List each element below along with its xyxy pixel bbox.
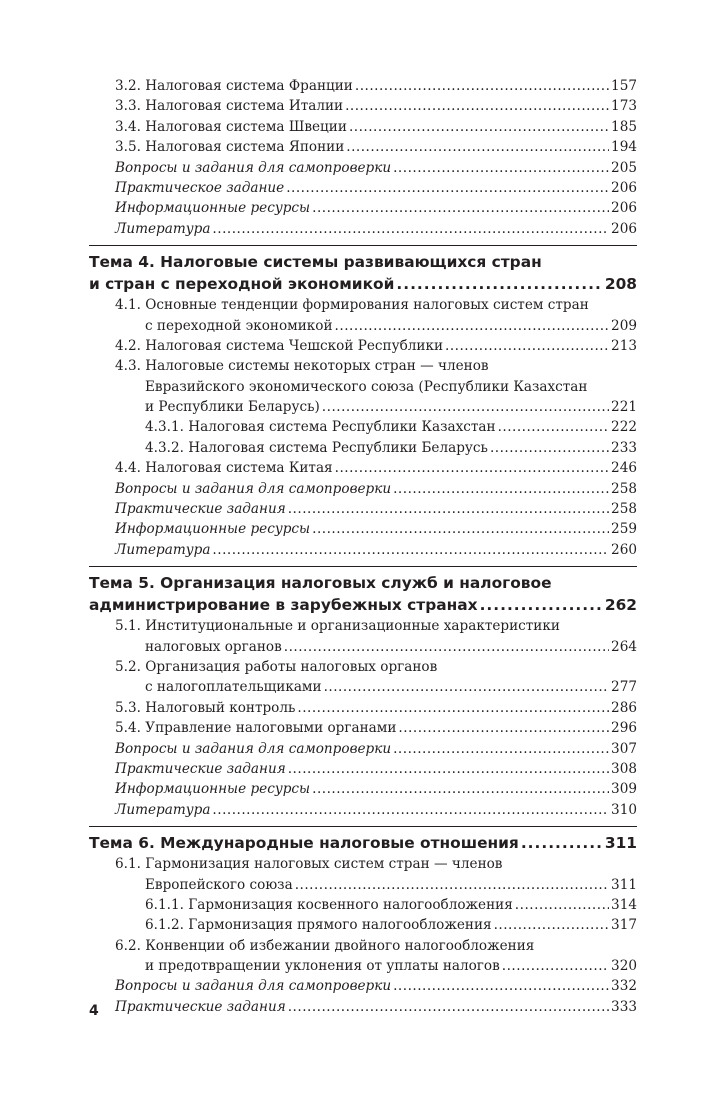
toc-entry-title: 3.2. Налоговая система Франции (115, 78, 353, 94)
toc-entry (89, 976, 637, 996)
toc-entry (89, 438, 637, 458)
toc-page-number: 317 (611, 917, 637, 934)
toc-page-number: 307 (611, 740, 637, 757)
toc-page-number: 308 (611, 760, 637, 777)
toc-page-number: 206 (611, 179, 637, 196)
toc-entry-title: 5.3. Налоговый контроль (115, 699, 296, 716)
toc-page-number: 208 (604, 275, 637, 294)
toc-entry (89, 936, 637, 977)
toc-entry-title: 5.2. Организация работы налоговых органов (115, 658, 438, 675)
toc-page-number: 206 (611, 220, 637, 237)
toc-entry-title: 4.4. Налоговая система Китая (115, 460, 333, 477)
dot-leader (393, 739, 609, 759)
toc-entry (89, 219, 637, 239)
toc-entry-title: 6.1.1. Гармонизация косвенного налогообложения (145, 896, 513, 913)
toc-entry-title: Вопросы и задания для самопроверки (115, 740, 392, 757)
toc-entry (89, 895, 637, 915)
dot-leader (324, 677, 609, 697)
toc-entry (89, 997, 637, 1017)
toc-page-number: 246 (611, 460, 637, 477)
toc-entry-title: Тема 5. Организация налоговых служб и налоговое (89, 574, 552, 593)
dot-leader (312, 519, 609, 539)
toc-page-number: 320 (611, 958, 637, 975)
toc-entry-title: и Республики Беларусь) (145, 399, 320, 416)
toc-page-number: 262 (604, 596, 637, 615)
toc-entry (89, 158, 637, 178)
dot-leader (445, 336, 609, 356)
toc-entry-title: Литература (115, 220, 211, 237)
toc-entry (89, 76, 637, 96)
dot-leader (515, 895, 609, 915)
toc-entry-title: 3.3. Налоговая система Италии (115, 98, 344, 115)
dot-leader (521, 832, 603, 854)
toc-entry-title: налоговых органов (145, 638, 282, 655)
dot-leader (322, 397, 609, 417)
toc-entry (89, 336, 637, 356)
toc-entry (89, 779, 637, 799)
toc-entry (89, 739, 637, 759)
toc-entry (89, 117, 637, 137)
toc-entry-title: Информационные ресурсы (115, 200, 311, 217)
dot-leader (480, 594, 603, 616)
toc-entry-title: Информационные ресурсы (115, 781, 311, 798)
toc-page-number: 311 (611, 876, 637, 893)
toc-topic (89, 572, 637, 616)
dot-leader (288, 759, 609, 779)
dot-leader (349, 117, 609, 137)
dot-leader (212, 540, 609, 560)
toc-page-number: 310 (611, 801, 637, 818)
dot-leader (393, 976, 609, 996)
toc-page-number: 205 (611, 159, 637, 176)
dot-leader (396, 273, 602, 295)
toc-page-number: 332 (611, 978, 637, 995)
toc-page-number: 157 (611, 78, 637, 94)
toc-entry (89, 198, 637, 218)
toc-page-number: 296 (611, 720, 637, 737)
toc-entry-title: Литература (115, 541, 211, 558)
toc-entry-title: 6.1.2. Гармонизация прямого налогообложения (145, 917, 492, 934)
dot-leader (212, 800, 609, 820)
dot-leader (284, 637, 609, 657)
toc-entry-title: 4.3.1. Налоговая система Республики Казахстан (145, 419, 496, 436)
toc-page-number: 206 (611, 200, 637, 217)
toc-entry-title: Практические задания (115, 501, 286, 518)
topic-divider (89, 566, 637, 567)
toc-entry (89, 616, 637, 657)
toc-entry-title: 4.1. Основные тенденции формирования налоговых систем стран (115, 297, 589, 314)
dot-leader (355, 76, 609, 96)
toc-entry (89, 479, 637, 499)
toc-page-number: 333 (611, 998, 637, 1015)
toc-entry (89, 519, 637, 539)
table-of-contents (89, 76, 637, 1017)
toc-topic (89, 251, 637, 295)
toc-page-number: 173 (611, 98, 637, 115)
toc-entry (89, 417, 637, 437)
dot-leader (297, 698, 609, 718)
dot-leader (288, 499, 609, 519)
toc-page-number: 194 (611, 139, 637, 156)
toc-entry-title: 4.3. Налоговые системы некоторых стран — членов (115, 358, 489, 375)
toc-page-number: 264 (611, 638, 637, 655)
toc-page-number: 213 (611, 337, 637, 354)
toc-entry-title: 4.2. Налоговая система Чешской Республики (115, 337, 444, 354)
dot-leader (212, 219, 609, 239)
toc-entry-title: 3.5. Налоговая система Японии (115, 139, 345, 156)
toc-page-number: 233 (611, 439, 637, 456)
page-number: 4 (89, 1003, 99, 1019)
dot-leader (295, 875, 609, 895)
dot-leader (335, 458, 609, 478)
toc-entry-title: Практическое задание (115, 179, 285, 196)
toc-entry (89, 178, 637, 198)
dot-leader (490, 438, 609, 458)
toc-entry-title: Вопросы и задания для самопроверки (115, 159, 392, 176)
toc-entry (89, 295, 637, 336)
toc-entry (89, 698, 637, 718)
toc-entry (89, 800, 637, 820)
toc-entry (89, 759, 637, 779)
toc-page-number: 311 (604, 834, 637, 853)
toc-entry-title: 3.4. Налоговая система Швеции (115, 118, 347, 135)
dot-leader (393, 158, 609, 178)
toc-entry-title: администрирование в зарубежных странах (89, 596, 478, 615)
topic-divider (89, 826, 637, 827)
toc-page-number: 309 (611, 781, 637, 798)
toc-page-number: 222 (611, 419, 637, 436)
toc-entry-title: Практические задания (115, 998, 286, 1015)
toc-entry-title: Евразийского экономического союза (Республики Казахстан (145, 378, 588, 395)
toc-entry (89, 915, 637, 935)
toc-page-number: 286 (611, 699, 637, 716)
dot-leader (312, 779, 609, 799)
toc-entry-title: Литература (115, 801, 211, 818)
toc-entry (89, 718, 637, 738)
toc-entry-title: Тема 6. Международные налоговые отношения (89, 834, 519, 853)
toc-entry (89, 96, 637, 116)
toc-entry (89, 657, 637, 698)
toc-entry-title: и предотвращении уклонения от уплаты налогов (145, 958, 500, 975)
dot-leader (398, 718, 609, 738)
toc-page-number: 314 (611, 896, 637, 913)
dot-leader (286, 178, 609, 198)
dot-leader (502, 956, 609, 976)
toc-entry-title: Практические задания (115, 760, 286, 777)
toc-entry-title: Европейского союза (145, 876, 293, 893)
toc-entry-title: и стран с переходной экономикой (89, 275, 395, 294)
toc-entry-title: Информационные ресурсы (115, 521, 311, 538)
toc-entry (89, 854, 637, 895)
toc-entry-title: Вопросы и задания для самопроверки (115, 978, 392, 995)
toc-page-number: 221 (611, 399, 637, 416)
toc-entry (89, 137, 637, 157)
dot-leader (335, 316, 610, 336)
dot-leader (498, 417, 609, 437)
toc-entry-title: Вопросы и задания для самопроверки (115, 480, 392, 497)
toc-page-number: 258 (611, 480, 637, 497)
toc-entry (89, 458, 637, 478)
dot-leader (494, 915, 609, 935)
toc-page-number: 209 (611, 317, 637, 334)
toc-entry (89, 499, 637, 519)
toc-entry-title: 4.3.2. Налоговая система Республики Беларусь (145, 439, 488, 456)
toc-entry-title: 6.2. Конвенции об избежании двойного налогообложения (115, 937, 535, 954)
toc-page-number: 260 (611, 541, 637, 558)
topic-divider (89, 245, 637, 246)
toc-entry (89, 356, 637, 417)
toc-page-number: 259 (611, 521, 637, 538)
toc-entry (89, 540, 637, 560)
dot-leader (393, 479, 609, 499)
toc-entry-title: Тема 4. Налоговые системы развивающихся стран (89, 253, 542, 272)
toc-page-number: 185 (611, 118, 637, 135)
dot-leader (288, 997, 609, 1017)
dot-leader (312, 198, 609, 218)
dot-leader (346, 137, 609, 157)
toc-entry-title: 5.4. Управление налоговыми органами (115, 720, 397, 737)
toc-entry-title: с налогоплательщиками (145, 679, 322, 696)
toc-topic (89, 832, 637, 854)
dot-leader (345, 96, 609, 116)
toc-page-number: 258 (611, 501, 637, 518)
toc-entry-title: 5.1. Институциональные и организационные характеристики (115, 618, 560, 635)
toc-entry-title: 6.1. Гармонизация налоговых систем стран — членов (115, 856, 503, 873)
toc-page-number: 277 (611, 679, 637, 696)
toc-entry-title: с переходной экономикой (145, 317, 333, 334)
